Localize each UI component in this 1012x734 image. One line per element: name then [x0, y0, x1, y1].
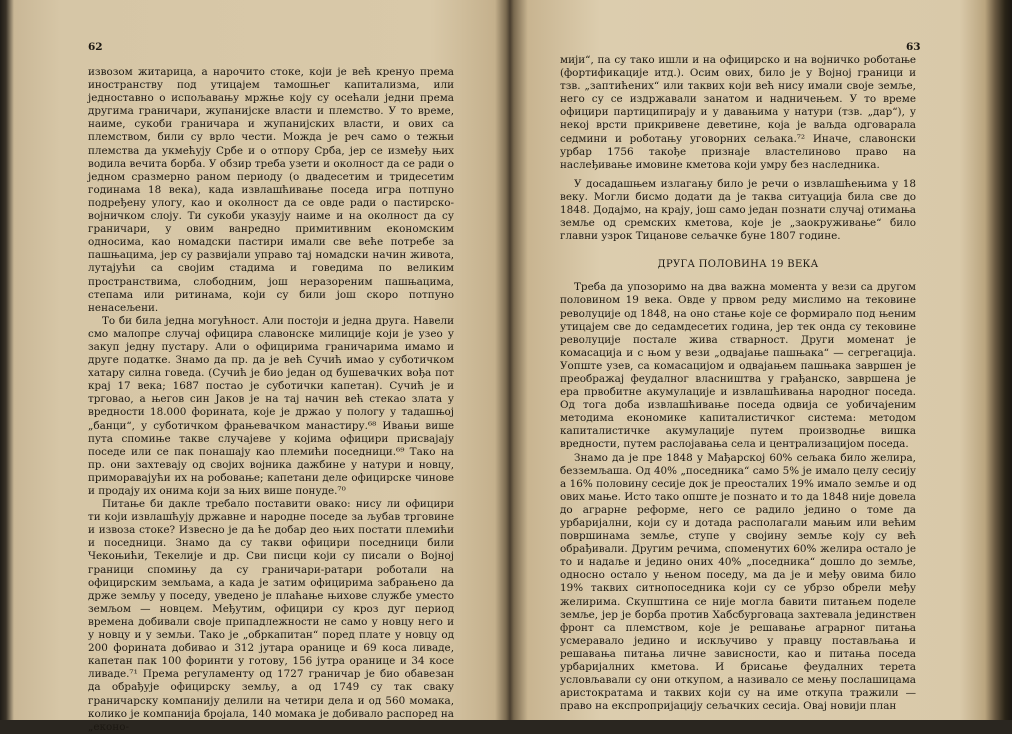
- paragraph: мији“, па су тако ишли и на официрско и на војничко роботање (фортификације итд.). Осим ових, било је у Војној граници и тзв. „заптићених“ или таквих који већ нису имали своје земље, него су се издржавали занатом и надничењем. У то време официри партиципирају и у давањима у натури (тзв. „дар“), у некој врсти прикривене деветине, која је ваљда одговарала седмини и роботању уговорних сељака.⁷² Иначе, славонски урбар 1756 такође признаје властелиново право на наслеђивање имовине кметова који умру без наследника.: [560, 54, 916, 171]
- paragraph: Треба да упозоримо на два важна момента у вези са другом половином 19 века. Овде у првом реду мислимо на тековине револуције од 1848, на оно стање које се формирало под њеним утицајем све до седамдесетих година, јер тек онда су тековине револуције постале жива стварност. Други моменат је комасација и с њом у вези „одвајање пашњака“ — сегрегација. Уопште узев, са комасацијом и одвајањем пашњака завршен је преображај феудалног власништва у грађанско, завршена је ера првобитне акумулације и извлашћивања народног поседа. Од тога доба извлашћивање поседа одвија се уобичајеним методима економике капиталистичког система: методом капиталистичке акумулације путем производње вишка вредности, путем раслојавања села и централизацијом поседа.: [560, 281, 916, 451]
- paragraph: извозом житарица, а нарочито стоке, који је већ кренуо према иностранству под утицајем тамошњег капитализма, или једноставно о испољавању мржње коју су осећали једни према другима граничари, жупанијске власти и племство. У то време, наиме, сукоби граничара и жупанијских власти, и ових са племством, били су врло чести. Можда је реч само о тежњи племства да укмећују Србе и о отпору Срба, јер се између њих водила вечита борба. У обзир треба узети и околност да се ради о једном сразмерно раном периоду (о двадесетим и тридесетим годинама 18 века), када извлашћивање поседа игра потпуно подређену улогу, као и околност да се овде ради о пастирско-војничком слоју. Ти сукоби указују наиме и на околност да су граничари, у овим ванредно примитивним економским односима, као номадски пастири имали све веће потребе за пашњацима, јер су развијали управо тај номадски начин живота, лутајући са својим стадима и говедима по великим пространствима, слободним, још неразореним пашњацима, степама или ритинама, који су били још скоро потпуно ненасељени.: [88, 66, 454, 314]
- paragraph: У досадашњем излагању било је речи о извлашћењима у 18 веку. Могли бисмо додати да је таква ситуација била све до 1848. Додајмо, на крају, још само један познати случај отимања земље од сремских кметова, које је „заокруживање“ било главни узрок Тицанове сељачке буне 1807 године.: [560, 177, 916, 243]
- paragraph: Знамо да је пре 1848 у Мађарској 60% сељака било желира, безземљаша. Од 40% „поседника“ само 5% је имало целу сесију а 16% половину сесије док је преосталих 19% имало земље и од ових мање. Исто тако опште је познато и то да 1848 није довела до аграрне реформе, него се радило једино о томе да урбаријални, који су и дотада располагали мањим или већим површинама земље, ступе у својину земље коју су већ обрађивали. Другим речима, споменутих 60% желира остало је то и надаље и једино оних 40% „поседника“ дошло до земље, односно остало у њеном поседу, ма да је и међу овима било 19% таквих ситнопоседника који су се убрзо обрели међу желирима. Скупштина се није могла бавити питањем поделе земље, јер је борба против Хабсбурговаца захтевала јединствен фронт са племством, које је решавање аграрног питања усмеравало једино и искључиво у правцу постављања и решавања питања личне зависности, као и питања поседа урбаријалних кметова. И брисање феудалних терета условљавали су они откупом, а називало се мењу послашицама аристократама и таквих који су на име откупа тражили — право на експропријацију сељачких сесија. Овај новији план: [560, 451, 916, 713]
- page-number-left: 62: [88, 41, 103, 53]
- paragraph: То би била једна могућност. Али постоји и једна друга. Навели смо малопре случај официра славонске милиције који је узео у закуп једну пустару. Али о официрима граничарима имамо и друге податке. Знамо да пр. да је већ Сучић имао у суботичком хатару силна говеда. (Сучић је био један од бушевачких вођа пoт крај 17 века; 1687 постао је суботички капетан). Сучић је и трговао, а његов син Јаков је на тај начин већ стекао злата у вредности 18.000 форината, које је држао у пологу у тадашњој „банци“, у суботичком фрањевачком манастиру.⁶⁸ Ивањи више пута спомиње такве случајеве у којима официри присвајају поседе или се пак понашају као племићи поседници.⁶⁹ Тако на пр. они захтевају од својих војника дажбине у натури и новцу, приморавајући их на робовање; капетани деле официрске чинове и продају их онима који за њих више понуде.⁷⁰: [88, 314, 454, 497]
- paragraph: Питање би дакле требало поставити овако: нису ли официри ти који извлашћују државне и народне поседе за љубав трговине и извоза стоке? Извесно је да ће добар део њих постати племићи и поседници. Знамо да су такви официри поседници били Чекоњићи, Текелије и др. Сви писци који су писали о Војној граници спомињу да су граничари-ратари роботали на официрским земљама, а када је затим официрима забрањено да држе земљу у поседу, уведено је плаћање њихове службе уместо земљом — новцем. Међутим, официри су кроз дуг период времена добивали своје припадлежности не само у новцу него и у новцу и у земљи. Тако је „обркапитан“ поред плате у новцу од 200 форината добивао и 312 јутара оранице и 69 коса ливаде, капетан пак 100 форинти у готову, 156 јутра оранице и 34 косе ливаде.⁷¹ Према регуламенту од 1727 граничар је био обавезан да обрађује официрску земљу, а од 1749 су так сваку граничарску компанију делили на четири дела и од 560 момака, колико је компанија бројала, 140 момака је добивало распоред на „еконо-: [88, 498, 454, 733]
- page-number-right: 63: [906, 41, 921, 53]
- left-page: [88, 66, 454, 734]
- section-heading: ДРУГА ПОЛОВИНА 19 ВЕКА: [657, 259, 819, 271]
- right-page: [560, 54, 916, 713]
